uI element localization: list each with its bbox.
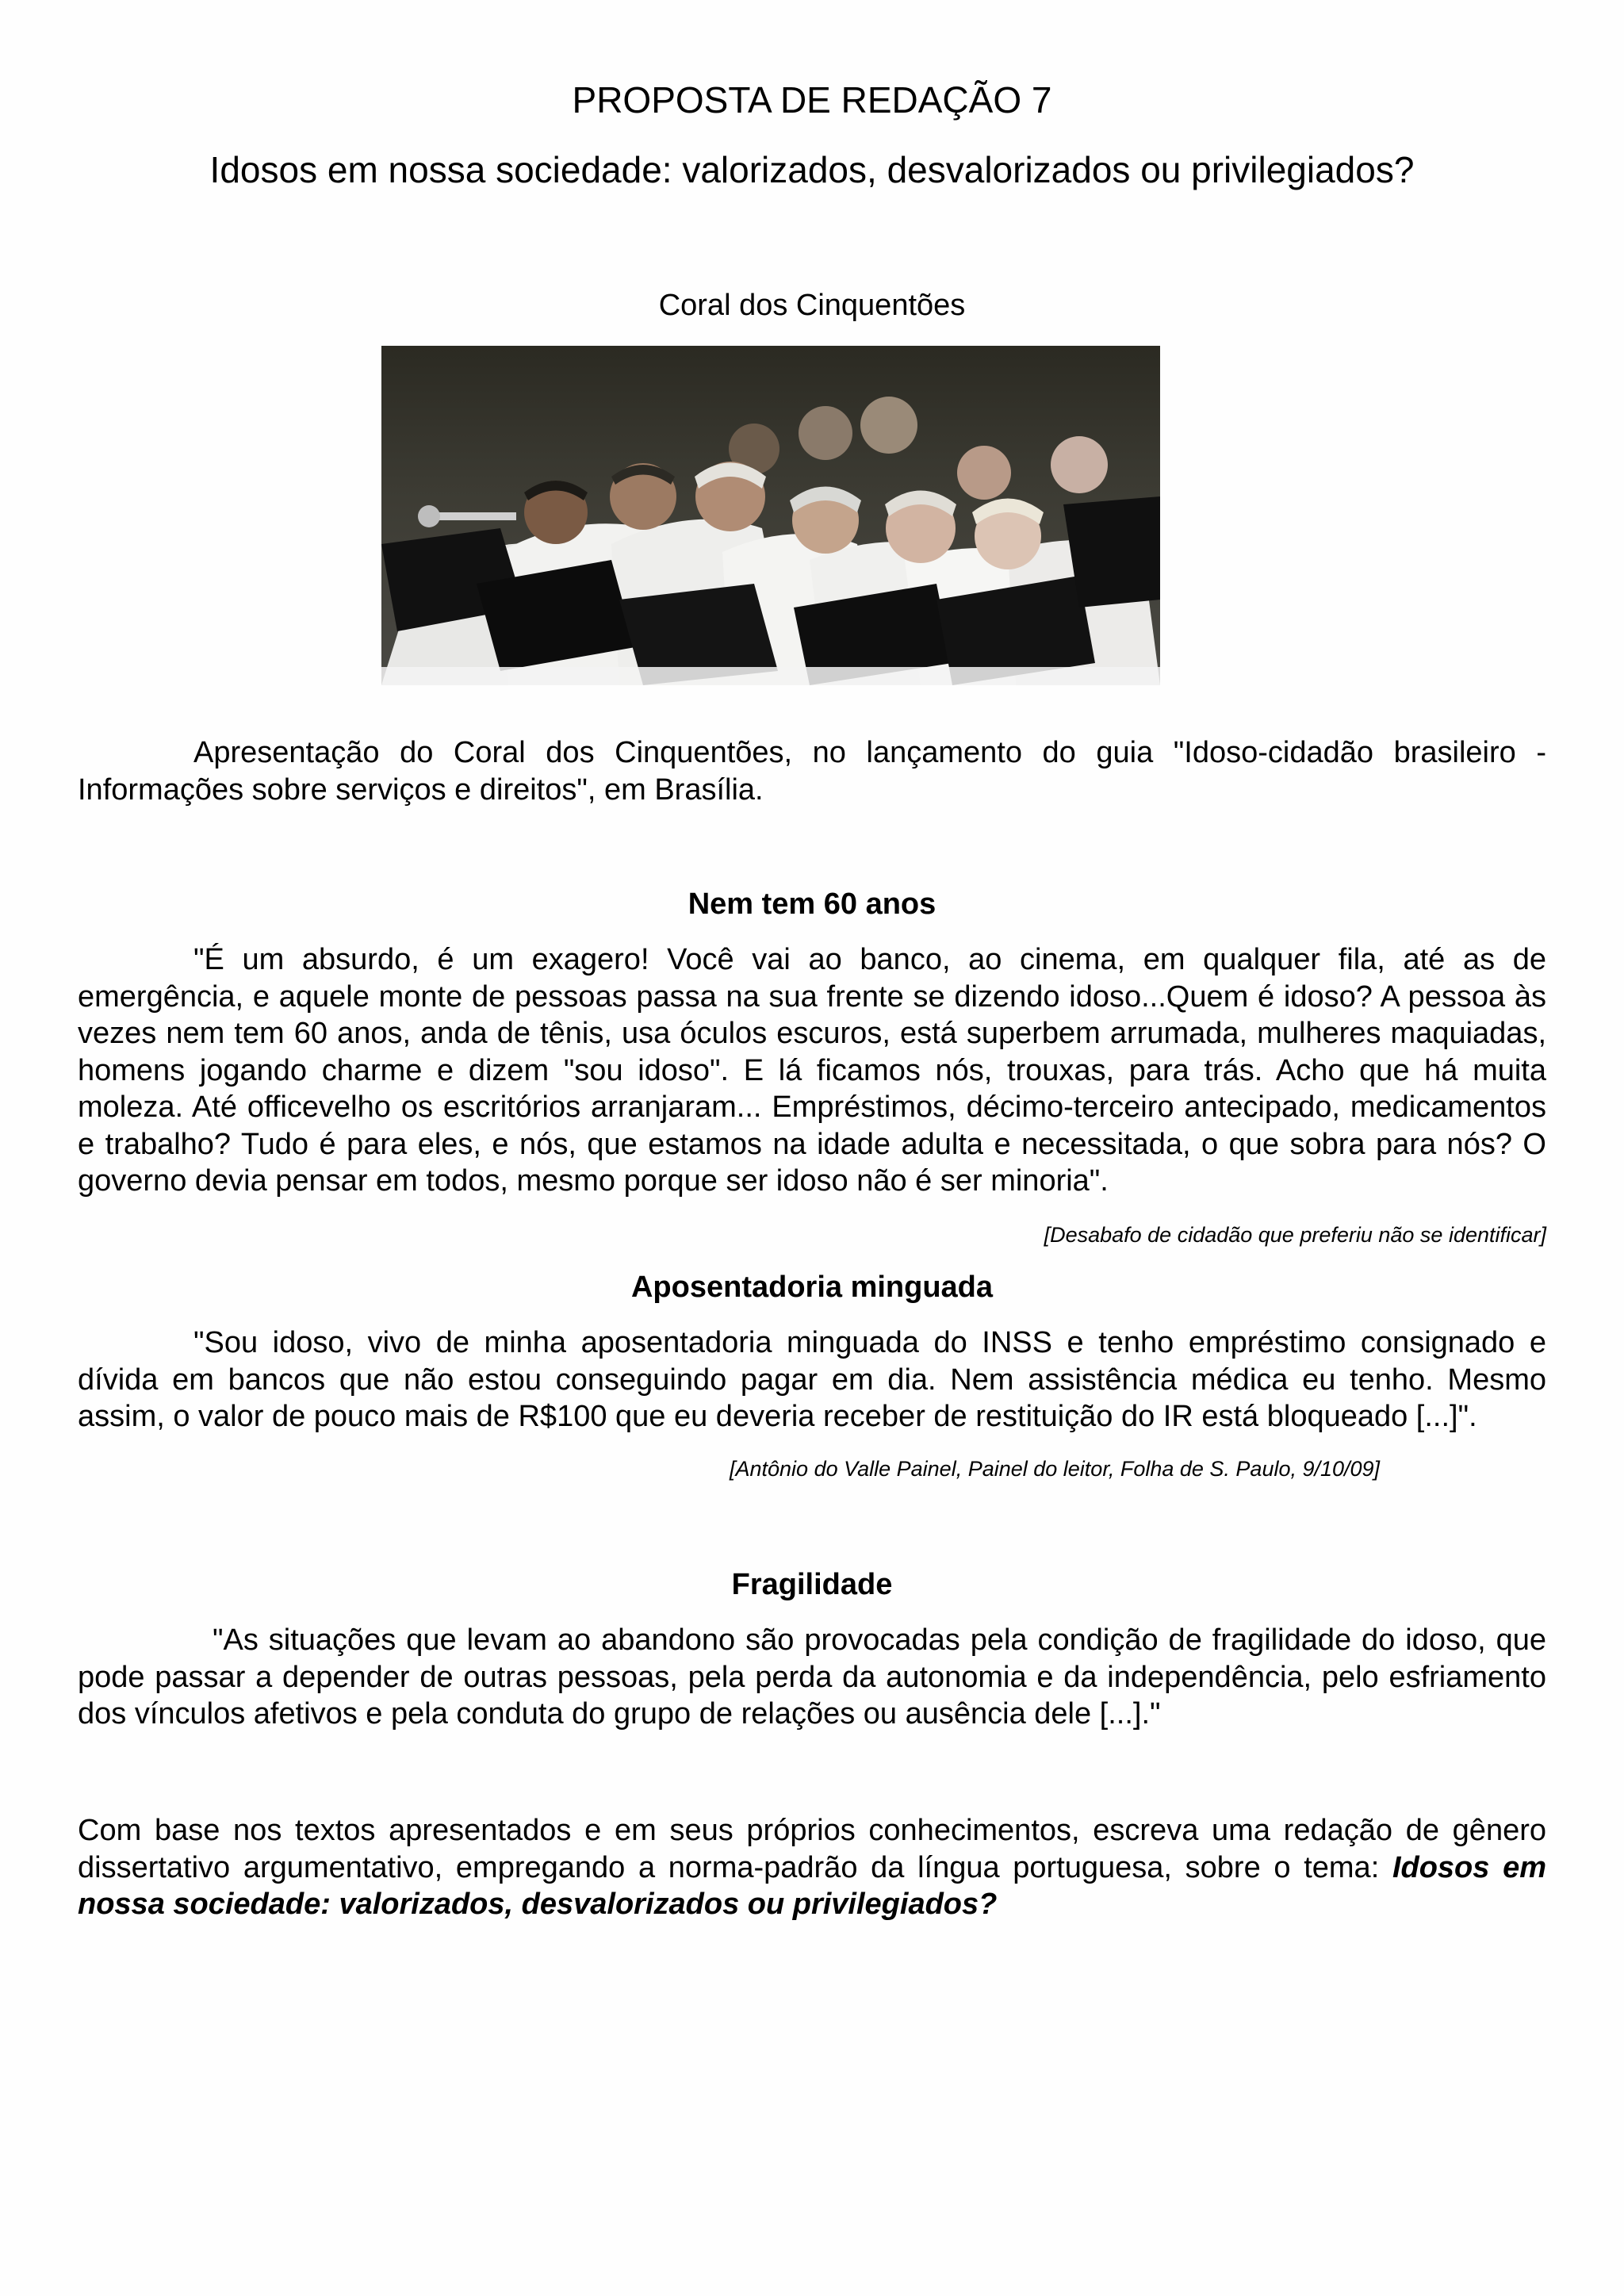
text3-body: "As situações que levam ao abandono são provocadas pela condição de fragilidade do idoso, que pode passar a depender de outras pessoas, pela perda da autonomia e da independência, pelo esfriamento dos vínculos afetivos e pela conduta do grupo de relações ou ausência dele [...]." (78, 1623, 1546, 1731)
photo-description: Apresentação do Coral dos Cinquentões, no lançamento do guia "Idoso-cidadão brasileiro - Informações sobre serviços e direitos", em Brasília. (78, 736, 1546, 807)
page-subtitle: Idosos em nossa sociedade: valorizados, desvalorizados ou privilegiados? (209, 149, 1415, 190)
photo-caption-above: Coral dos Cinquentões (658, 289, 966, 322)
text1-heading: Nem tem 60 anos (688, 887, 936, 921)
instructions-paragraph (78, 1812, 1546, 1923)
choir-photo-illustration (381, 346, 1160, 685)
text2-body: "Sou idoso, vivo de minha aposentadoria minguada do INSS e tenho empréstimo consignado e dívida em bancos que não estou conseguindo pagar em dia. Nem assistência médica eu tenho. Mesmo assim, o valor de pouco mais de R$100 que eu deveria receber de restituição do IR está bloqueado [...]". (78, 1326, 1546, 1433)
text1-source: [Desabafo de cidadão que preferiu não se identificar] (1044, 1223, 1546, 1247)
text2-heading: Aposentadoria minguada (630, 1271, 994, 1304)
instructions-theme: Idosos em nossa sociedade: valorizados, desvalorizados ou privilegiados? (78, 1850, 1546, 1921)
instructions-text: Com base nos textos apresentados e em seus próprios conhecimentos, escreva uma redação de gênero dissertativo argumentativo, empregando a norma-padrão da língua portuguesa, sobre o tema: (78, 1814, 1546, 1884)
text3-heading: Fragilidade (731, 1568, 893, 1601)
page-title: PROPOSTA DE REDAÇÃO 7 (572, 79, 1052, 121)
choir-photo (381, 346, 1160, 685)
text1-body: "É um absurdo, é um exagero! Você vai ao banco, ao cinema, em qualquer fila, até as de emergência, e aquele monte de pessoas passa na sua frente se dizendo idoso...Quem é idoso? A pessoa às vezes nem tem 60 anos, anda de tênis, usa óculos escuros, está superbem arrumada, mulheres maquiadas, homens jogando charme e dizem "sou idoso". E lá ficamos nós, trouxas, para trás. Acho que há muita moleza. Até officevelho os escritórios arranjaram... Empréstimos, décimo-terceiro antecipado, medicamentos e trabalho? Tudo é para eles, e nós, que estamos na idade adulta e necessitada, o que sobra para nós? O governo devia pensar em todos, mesmo porque ser idoso não é ser minoria". (78, 943, 1546, 1198)
text2-source: [Antônio do Valle Painel, Painel do leitor, Folha de S. Paulo, 9/10/09] (730, 1457, 1381, 1481)
